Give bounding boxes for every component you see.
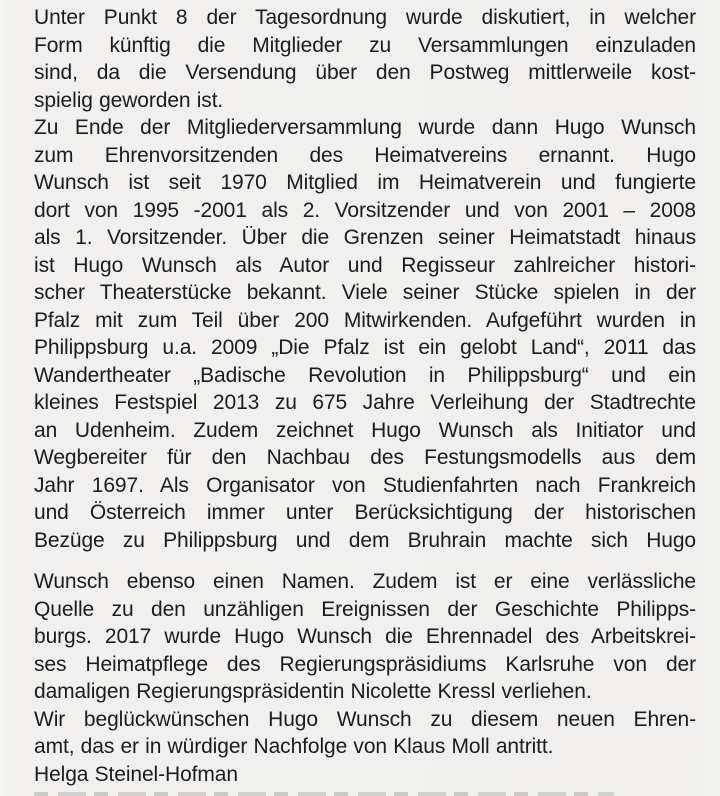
text-line: Jahr 1697. Als Organisator von Studienfahrten nach Frankreich [34,473,696,497]
text-line: kleines Festspiel 2013 zu 675 Jahre Verleihung der Stadtrechte [34,391,696,414]
text-line: Unter Punkt 8 der Tagesordnung wurde diskutiert, in welcher [34,6,696,29]
text-line: scher Theaterstücke bekannt. Viele seiner Stücke spielen in der [34,281,696,304]
text-line: Pfalz mit zum Teil über 200 Mitwirkenden. Aufgeführt wurden in [34,308,696,332]
article-text-block-1 [34,4,696,554]
text-line: zum Ehrenvorsitzenden des Heimatvereins ernannt. Hugo [34,143,696,167]
article-text-block-2 [34,568,696,788]
cutoff-next-line-artifact [34,792,614,796]
text-line: als 1. Vorsitzender. Über die Grenzen seiner Heimatstadt hinaus [34,226,696,249]
text-line: sind, da die Versendung über den Postweg mittlerweile kost- [34,61,696,84]
text-line: Zu Ende der Mitgliederversammlung wurde dann Hugo Wunsch [34,116,696,139]
text-line: Wegbereiter für den Nachbau des Festungsmodells aus dem [34,446,696,469]
text-line: amt, das er in würdiger Nachfolge von Klaus Moll antritt. [34,735,554,758]
text-line: Wunsch ebenso einen Namen. Zudem ist er eine verlässliche [34,570,696,593]
text-line: Wunsch ist seit 1970 Mitglied im Heimatverein und fungierte [34,171,696,194]
text-line: und Österreich immer unter Berücksichtigung der historischen [34,501,696,524]
text-line: spielig geworden ist. [34,88,224,112]
text-line: Wir beglückwünschen Hugo Wunsch zu diesem neuen Ehren- [34,707,696,731]
text-line: Bezüge zu Philippsburg und dem Bruhrain machte sich Hugo [34,528,696,552]
text-line: Philippsburg u.a. 2009 „Die Pfalz ist ein gelobt Land“, 2011 das [34,336,696,359]
text-line: an Udenheim. Zudem zeichnet Hugo Wunsch als Initiator und [34,418,696,442]
text-line: Quelle zu den unzähligen Ereignissen der Geschichte Philipps- [34,597,696,621]
signature-author: Helga Steinel-Hofman [34,762,238,786]
text-line: dort von 1995 -2001 als 2. Vorsitzender und von 2001 – 2008 [34,198,696,222]
text-line: Form künftig die Mitglieder zu Versammlungen einzuladen [34,33,696,57]
text-line: damaligen Regierungspräsidentin Nicolette Kressl verliehen. [34,680,592,703]
text-line: burgs. 2017 wurde Hugo Wunsch die Ehrennadel des Arbeitskrei- [34,625,696,648]
text-line: ses Heimatpflege des Regierungspräsidiums Karlsruhe von der [34,652,696,676]
text-line: ist Hugo Wunsch als Autor und Regisseur zahlreicher histori- [34,253,696,277]
text-line: Wandertheater „Badische Revolution in Philippsburg“ und ein [34,363,696,387]
